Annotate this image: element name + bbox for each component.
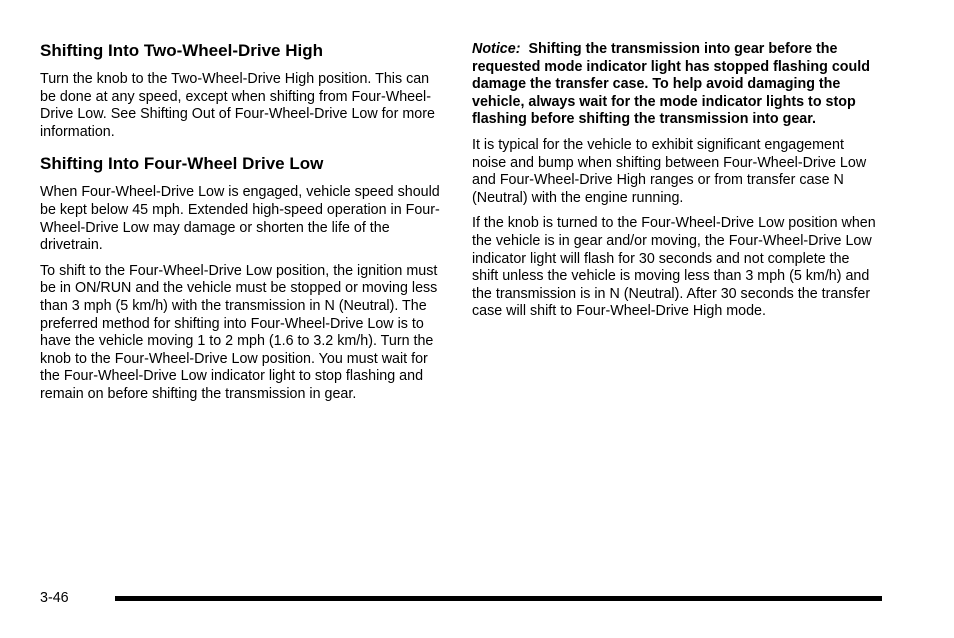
section-heading-four-wheel-drive-low: Shifting Into Four-Wheel Drive Low [40,154,324,174]
footer-rule [115,596,882,601]
notice-label: Notice: [472,41,521,57]
knob-turned-paragraph: If the knob is turned to the Four-Wheel-Drive Low position when the vehicle is in gear and/or moving, the Four-Wheel-Drive Low indicator light will flash for 30 seconds and not complete the shift unless the vehicle is moving less than 3 mph (5 km/h) and the transmission is in N (Neutral). After 30 seconds the transfer case will shift to Four-Wheel-Drive High mode. [472,215,876,320]
notice-text: Shifting the transmission into gear before the requested mode indicator light has stopped flashing could damage the transfer case. To help avoid damaging the vehicle, always wait for the mode indicator lights to stop flashing before shifting the transmission into gear. [472,41,870,128]
right-column [472,40,876,329]
two-wheel-drive-high-paragraph: Turn the knob to the Two-Wheel-Drive High position. This can be done at any speed, except when shifting from Four-Wheel-Drive Low. See Shifting Out of Four-Wheel-Drive Low for more information. [40,71,435,140]
four-wheel-drive-low-paragraph-2: To shift to the Four-Wheel-Drive Low position, the ignition must be in ON/RUN and the vehicle must be stopped or moving less than 3 mph (5 km/h) with the transmission in N (Neutral). The preferred method for shifting into Four-Wheel-Drive Low is to have the vehicle moving 1 to 2 mph (1.6 to 3.2 km/h). Turn the knob to the Four-Wheel-Drive Low position. You must wait for the Four-Wheel-Drive Low indicator light to stop flashing and remain on before shifting the transmission in gear. [40,262,438,402]
four-wheel-drive-low-paragraph-1: When Four-Wheel-Drive Low is engaged, vehicle speed should be kept below 45 mph. Extended high-speed operation in Four-Wheel-Drive Low may damage or shorten the life of the drivetrain. [40,184,440,254]
left-column [40,40,442,412]
engagement-noise-paragraph: It is typical for the vehicle to exhibit significant engagement noise and bump when shifting between Four-Wheel-Drive Low and Four-Wheel-Drive High ranges or from transfer case N (Neutral) with the engine running. [472,136,867,206]
notice-block [472,41,876,129]
page-number: 3-46 [40,590,69,606]
section-heading-two-wheel-drive-high: Shifting Into Two-Wheel-Drive High [40,41,323,60]
